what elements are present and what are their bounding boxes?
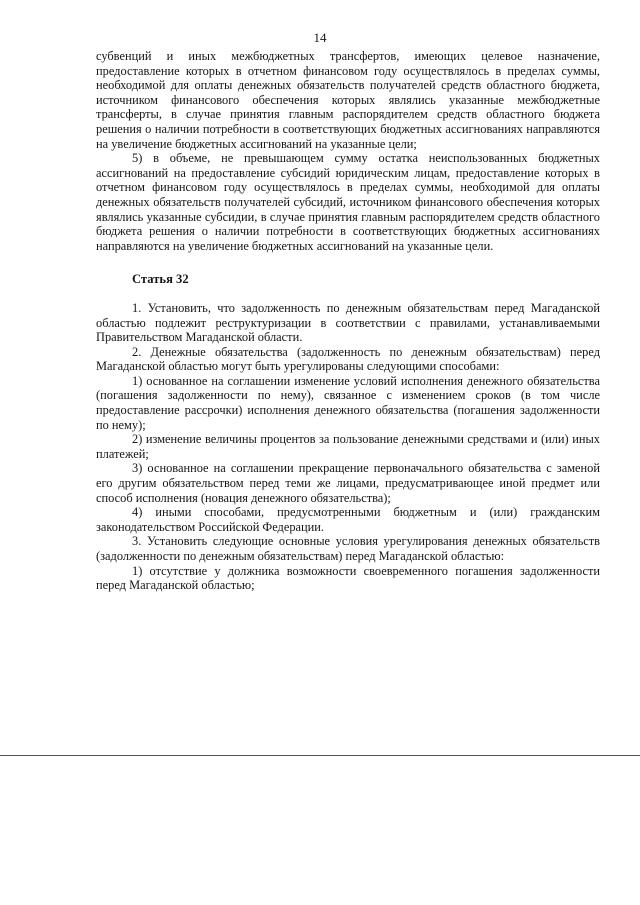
paragraph: 5) в объеме, не превышающем сумму остатка неиспользованных бюджетных ассигнований на предоставление субсидий юридическим лицам, предоставление которых в отчетном финансовом году осуществлялось в пределах суммы, необходимой для оплаты денежных обязательств получателей субсидий, источником финансового обеспечения которых являлись указанные субсидии, в случае принятия главным распорядителем средств областного бюджета решения о наличии потребности в соответствующих бюджетных ассигнованиях направляются на увеличение бюджетных ассигнований на указанные цели.: [96, 151, 600, 253]
footer-divider: [0, 755, 640, 756]
paragraph: 2. Денежные обязательства (задолженность по денежным обязательствам) перед Магаданской областью могут быть урегулированы следующими способами:: [96, 344, 600, 374]
paragraph: 3. Установить следующие основные условия урегулирования денежных обязательств (задолженности по денежным обязательствам) перед Магаданской областью:: [96, 534, 600, 563]
list-item: 2) изменение величины процентов за пользование денежными средствами и (или) иных платежей;: [96, 432, 600, 461]
document-body: [96, 49, 600, 593]
list-item: 1) основанное на соглашении изменение условий исполнения денежного обязательства (погашения задолженности по нему), связанное с изменением сроков (в том числе предоставление рассрочки) исполнения денежного обязательства (погашения задолженности по нему);: [96, 373, 600, 432]
paragraph: субвенций и иных межбюджетных трансфертов, имеющих целевое назначение, предоставление которых в отчетном финансовом году осуществлялось в пределах суммы, необходимой для оплаты денежных обязательств получателей средств областного бюджета, источником финансового обеспечения которых являлись указанные межбюджетные трансферты, в случае принятия главным распорядителем средств областного бюджета решения о наличии потребности в соответствующих бюджетных ассигнованиях направляются на увеличение бюджетных ассигнований на указанные цели;: [96, 49, 600, 151]
page-number: 14: [313, 30, 327, 45]
list-item: 3) основанное на соглашении прекращение первоначального обязательства с заменой его другим обязательством перед теми же лицами, предусматривающее иной предмет или способ исполнения (новация денежного обязательства);: [96, 461, 600, 505]
list-item: 1) отсутствие у должника возможности своевременного погашения задолженности перед Магаданской областью;: [96, 563, 600, 593]
list-item: 4) иными способами, предусмотренными бюджетным и (или) гражданским законодательством Российской Федерации.: [96, 505, 600, 534]
paragraph: 1. Установить, что задолженность по денежным обязательствам перед Магаданской областью подлежит реструктуризации в соответствии с правилами, устанавливаемыми Правительством Магаданской области.: [96, 300, 600, 345]
article-heading: Статья 32: [132, 272, 189, 287]
